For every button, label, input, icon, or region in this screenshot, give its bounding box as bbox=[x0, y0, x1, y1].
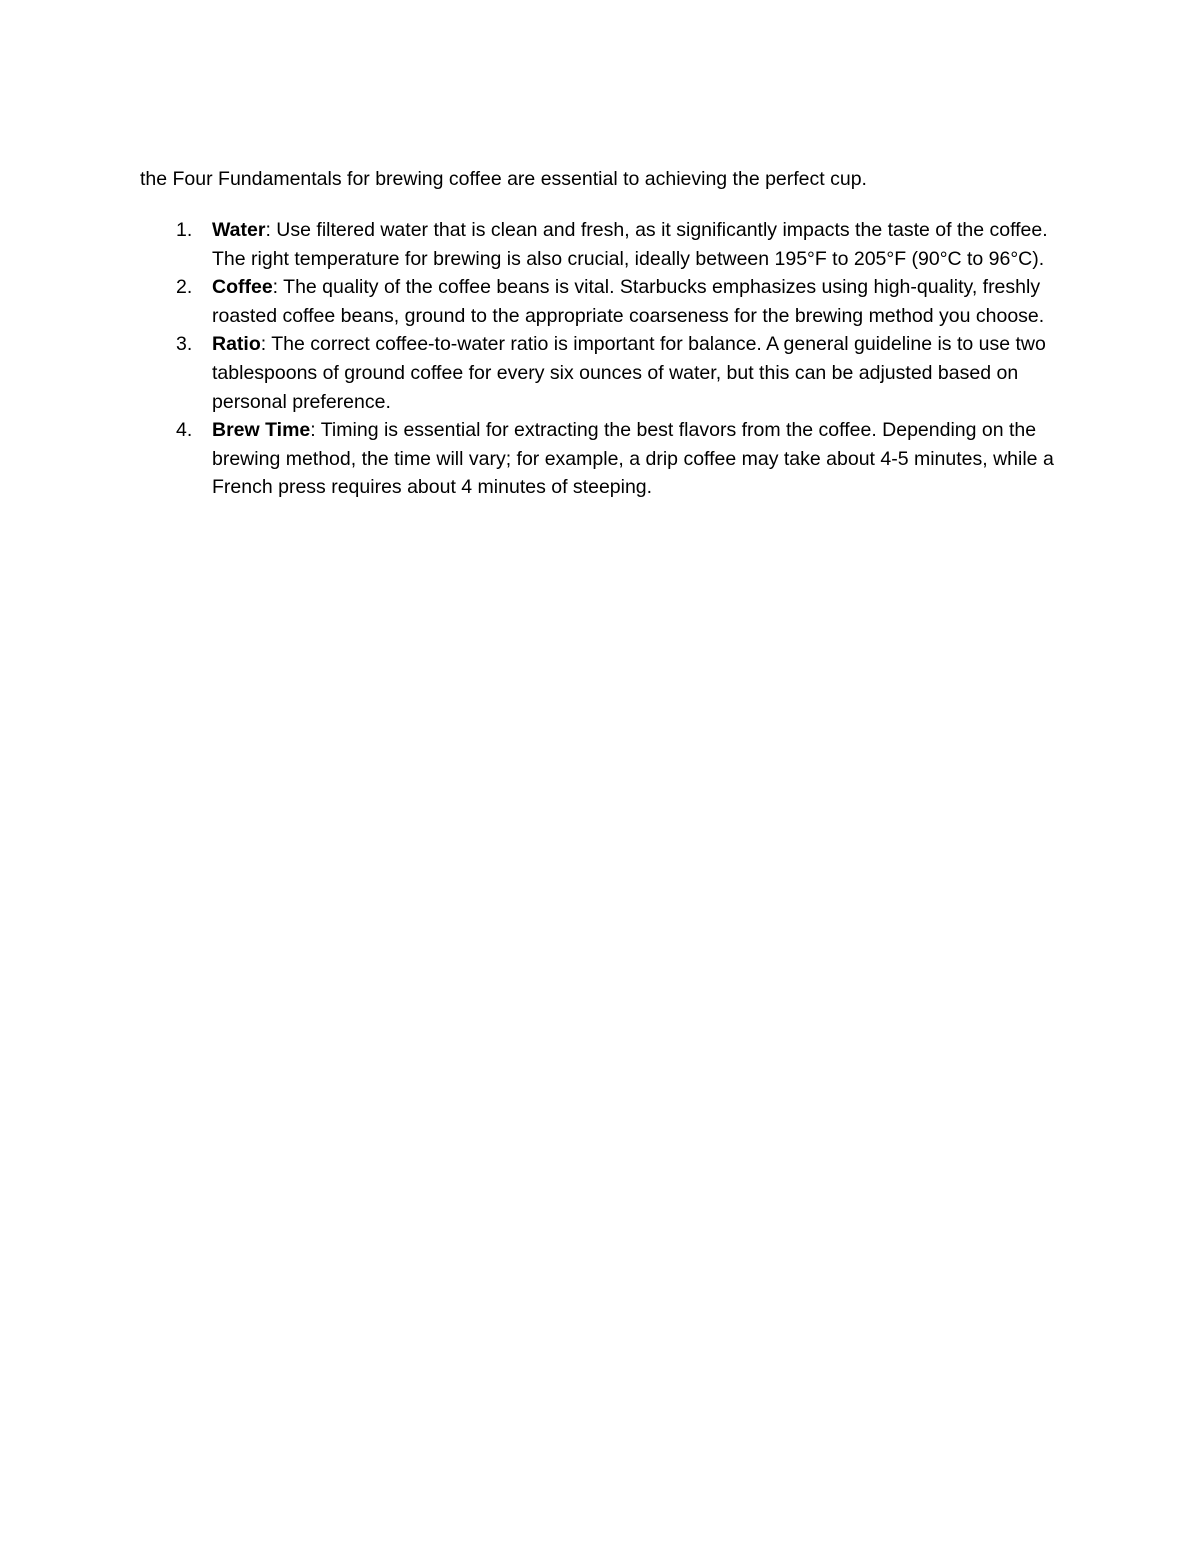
list-item-term: Ratio bbox=[212, 333, 261, 356]
list-item-number: 3. bbox=[176, 333, 193, 356]
list-item-term: Coffee bbox=[212, 276, 273, 299]
list-item-term: Water bbox=[212, 219, 266, 241]
list-item-text: : Timing is essential for extracting the best flavors from the coffee. Depending on the brewing method, the time will vary; for example, a drip coffee may take about 4-5 minutes, while a French press requires about 4 minutes of steeping. bbox=[212, 419, 1054, 499]
fundamentals-list bbox=[140, 216, 1065, 502]
list-item-text: : The quality of the coffee beans is vital. Starbucks emphasizes using high-quality, freshly roasted coffee beans, ground to the appropriate coarseness for the brewing method you choose. bbox=[212, 276, 1045, 327]
list-item-number: 2. bbox=[176, 276, 193, 299]
list-item bbox=[140, 273, 1065, 330]
list-item bbox=[140, 330, 1065, 416]
list-item bbox=[140, 416, 1065, 502]
list-item-text: : The correct coffee-to-water ratio is important for balance. A general guideline is to use two tablespoons of ground coffee for every six ounces of water, but this can be adjusted based on personal preference. bbox=[212, 333, 1046, 413]
intro-paragraph: the Four Fundamentals for brewing coffee are essential to achieving the perfect cup. bbox=[140, 168, 867, 190]
list-item-term: Brew Time bbox=[212, 419, 311, 442]
list-item-number: 1. bbox=[176, 219, 193, 241]
list-item-text: : Use filtered water that is clean and fresh, as it significantly impacts the taste of the coffee. The right temperature for brewing is also crucial, ideally between 195°F to 205°F (90°C to 96°C). bbox=[212, 219, 1048, 270]
list-item bbox=[140, 216, 1065, 273]
list-item-number: 4. bbox=[176, 419, 193, 442]
